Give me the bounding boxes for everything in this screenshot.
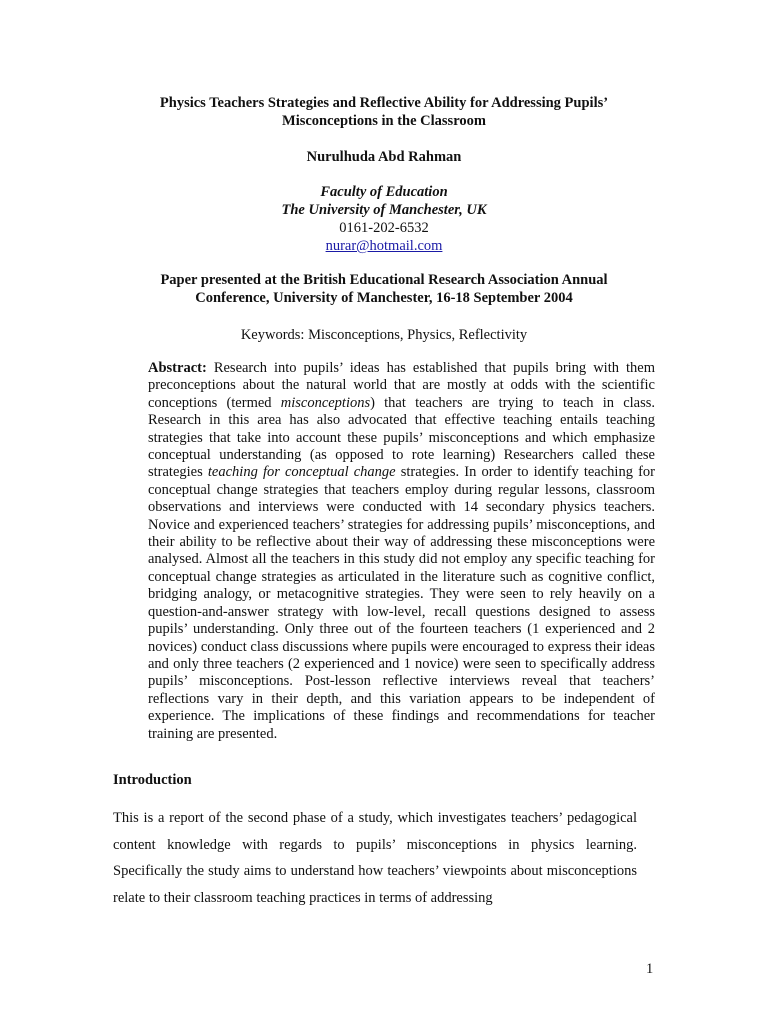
author-name: Nurulhuda Abd Rahman bbox=[306, 149, 462, 165]
paper-title-line-2: Misconceptions in the Classroom bbox=[282, 113, 486, 129]
abstract-text-1: Research into pupils’ ideas has established that pupils bring with them preconceptions about the natural world that are mostly at odds with the scientific conceptions (termed bbox=[148, 360, 655, 411]
abstract-emphasis-misconceptions: misconceptions bbox=[280, 394, 371, 411]
introduction-paragraph: This is a report of the second phase of a study, which investigates teachers’ pedagogical content knowledge with regards to pupils’ misconceptions in physics learning. Specifically the study aims to understand how teachers’ viewpoints about misconceptions relate to their classroom teaching practices in terms of addressing bbox=[113, 810, 637, 906]
presentation-note-line-2: Conference, University of Manchester, 16-18 September 2004 bbox=[195, 290, 573, 306]
abstract-emphasis-conceptual-change: teaching for conceptual change bbox=[207, 464, 396, 481]
introduction-heading: Introduction bbox=[113, 772, 192, 788]
affiliation-block bbox=[100, 183, 668, 255]
abstract-paragraph bbox=[148, 360, 655, 743]
abstract-label: Abstract: bbox=[148, 360, 207, 376]
presentation-note bbox=[100, 271, 668, 307]
phone-number: 0161-202-6532 bbox=[339, 220, 429, 236]
presentation-note-line-1: Paper presented at the British Educational Research Association Annual bbox=[160, 272, 608, 288]
faculty-name: Faculty of Education bbox=[320, 184, 448, 200]
page-number: 1 bbox=[646, 961, 654, 977]
email-link[interactable]: nurar@hotmail.com bbox=[325, 238, 443, 254]
paper-title bbox=[100, 94, 668, 130]
abstract-text-2: ) that teachers are trying to teach in class. Research in this area has also advocated that effective teaching entails teaching strategies that take into account these pupils’ misconceptions and which emphasize conceptual understanding (as opposed to rote learning) Researchers called these strategies bbox=[148, 394, 656, 481]
abstract-text-3: strategies. In order to identify teaching for conceptual change strategies that teachers employ during regular lessons, classroom observations and interviews were conducted with 14 secondary physics teachers. Novice and experienced teachers’ strategies for addressing pupils’ misconceptions, and their ability to be reflective about their way of addressing these misconceptions were analysed. Almost all the teachers in this study did not employ any specific teaching for conceptual change strategies as articulated in the literature such as cognitive conflict, bridging analogy, or metacognitive strategies. They were seen to rely heavily on a question-and-answer strategy with low-level, recall questions designed to assess pupils’ understanding. Only three out of the fourteen teachers (1 experienced and 2 novices) conduct class discussions where pupils were encouraged to express their ideas and only three teachers (2 experienced and 1 novice) were seen to specifically address pupils’ misconceptions. Post-lesson reflective interviews reveal that teachers’ reflections vary in their depth, and this variation appears to be independent of experience. The implications of these findings and recommendations for teacher training are presented. bbox=[148, 464, 655, 742]
paper-title-line-1: Physics Teachers Strategies and Reflective Ability for Addressing Pupils’ bbox=[159, 95, 609, 111]
university-name: The University of Manchester, UK bbox=[281, 202, 487, 218]
keywords: Keywords: Misconceptions, Physics, Reflectivity bbox=[240, 327, 528, 343]
